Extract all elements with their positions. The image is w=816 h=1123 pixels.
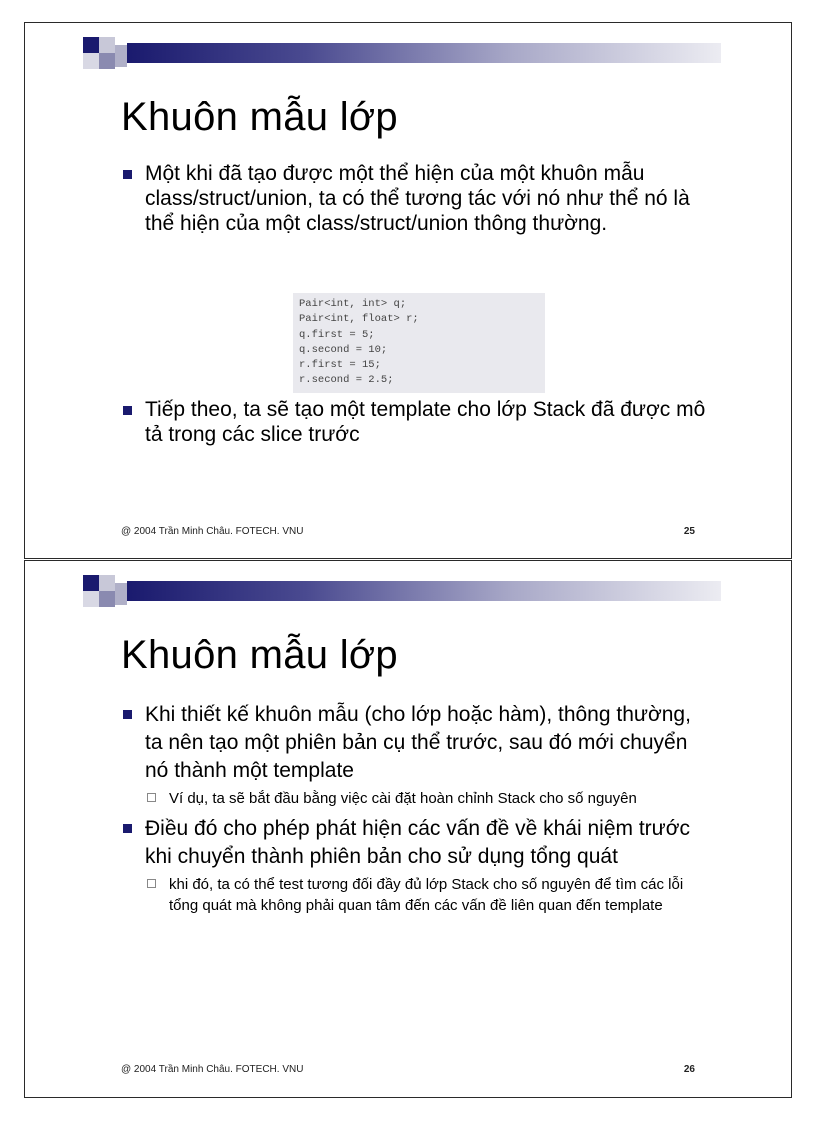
- header-gradient-bar: [127, 43, 721, 63]
- code-line: Pair<int, int> q;: [299, 298, 407, 310]
- bullet-item: Điều đó cho phép phát hiện các vấn đề về khái niệm trước khi chuyển thành phiên bản cho sử dụng tổng quát: [121, 815, 711, 871]
- code-line: q.second = 10;: [299, 343, 388, 356]
- code-line: Pair<int, float> r;: [299, 313, 419, 326]
- slide-title: Khuôn mẫu lớp: [121, 633, 398, 677]
- deco-square: [99, 575, 115, 591]
- header-gradient-bar: [127, 581, 721, 601]
- deco-square: [115, 45, 127, 67]
- bullet-list: [121, 397, 721, 447]
- footer-copyright: @ 2004 Trần Minh Châu. FOTECH. VNU: [121, 526, 304, 537]
- deco-square: [99, 37, 115, 53]
- bullet-item: Một khi đã tạo được một thể hiện của một khuôn mẫu class/struct/union, ta có thể tương tác với nó như thể nó là thể hiện của một class/struct/union thông thường.: [121, 161, 721, 236]
- code-line: r.first = 15;: [299, 359, 381, 372]
- bullet-list: [121, 701, 711, 916]
- deco-square: [83, 37, 99, 53]
- code-line: q.first = 5;: [299, 328, 375, 341]
- sub-bullet-item: khi đó, ta có thể test tương đối đầy đủ lớp Stack cho số nguyên để tìm các lỗi tổng quát mà không phải quan tâm đến các vấn đề liên quan đến template: [145, 874, 711, 916]
- code-line: r.second = 2.5;: [299, 374, 394, 387]
- slide-25: [24, 22, 792, 559]
- deco-square: [83, 575, 99, 591]
- page-number: 25: [683, 526, 695, 537]
- slide-title: Khuôn mẫu lớp: [121, 95, 398, 139]
- bullet-item: Tiếp theo, ta sẽ tạo một template cho lớp Stack đã được mô tả trong các slice trước: [121, 397, 721, 447]
- deco-square: [83, 53, 99, 69]
- deco-square: [99, 53, 115, 69]
- header-decoration: [83, 575, 723, 619]
- code-block: [293, 293, 545, 393]
- header-decoration: [83, 37, 723, 81]
- bullet-list: [121, 161, 721, 236]
- bullet-item: Khi thiết kế khuôn mẫu (cho lớp hoặc hàm), thông thường, ta nên tạo một phiên bản cụ thể trước, sau đó mới chuyển nó thành một template: [121, 701, 711, 785]
- deco-square: [99, 591, 115, 607]
- sub-bullet-item: Ví dụ, ta sẽ bắt đầu bằng việc cài đặt hoàn chỉnh Stack cho số nguyên: [145, 788, 711, 809]
- footer-copyright: @ 2004 Trần Minh Châu. FOTECH. VNU: [121, 1064, 304, 1075]
- page-number: 26: [683, 1064, 695, 1075]
- slide-26: [24, 560, 792, 1098]
- deco-square: [115, 583, 127, 605]
- deco-square: [83, 591, 99, 607]
